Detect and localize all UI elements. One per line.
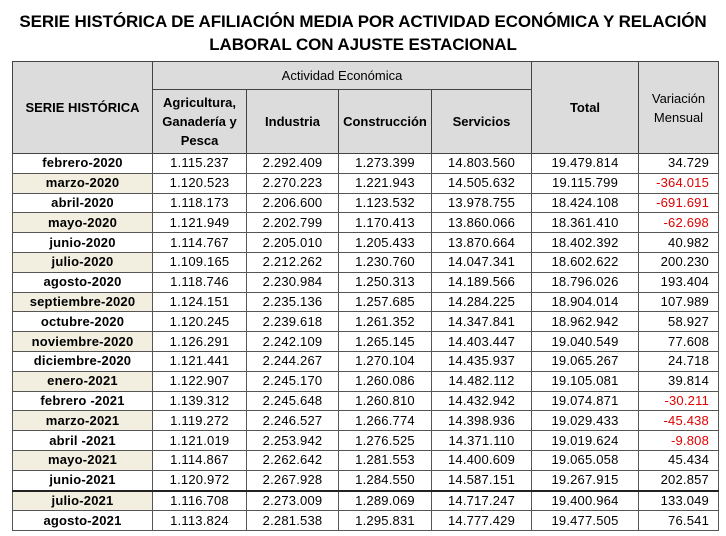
- title-line-1: SERIE HISTÓRICA DE AFILIACIÓN MEDIA POR ACTIVIDAD ECONÓMICA Y RELACIÓN: [19, 12, 707, 31]
- cell-variacion: -691.691: [639, 193, 719, 213]
- cell-servicios: 14.400.609: [432, 450, 532, 470]
- cell-construccion: 1.284.550: [339, 470, 432, 490]
- cell-total: 18.361.410: [532, 213, 639, 233]
- header-actividad: Actividad Económica: [153, 62, 532, 90]
- cell-total: 18.962.942: [532, 312, 639, 332]
- cell-variacion: -30.211: [639, 391, 719, 411]
- cell-variacion: 200.230: [639, 252, 719, 272]
- cell-agricultura: 1.116.708: [153, 491, 247, 511]
- row-period: febrero -2021: [13, 391, 153, 411]
- cell-industria: 2.244.267: [247, 351, 339, 371]
- cell-total: 19.105.081: [532, 371, 639, 391]
- cell-total: 18.602.622: [532, 252, 639, 272]
- cell-servicios: 14.505.632: [432, 173, 532, 193]
- row-period: junio-2021: [13, 470, 153, 490]
- cell-industria: 2.235.136: [247, 292, 339, 312]
- cell-construccion: 1.205.433: [339, 233, 432, 253]
- table-row: [13, 332, 719, 352]
- cell-agricultura: 1.109.165: [153, 252, 247, 272]
- row-period: abril -2021: [13, 431, 153, 451]
- cell-industria: 2.267.928: [247, 470, 339, 490]
- header-total: Total: [532, 62, 639, 154]
- table-body: [13, 154, 719, 531]
- row-period: noviembre-2020: [13, 332, 153, 352]
- table-row: [13, 431, 719, 451]
- table-row: [13, 371, 719, 391]
- cell-agricultura: 1.118.746: [153, 272, 247, 292]
- cell-servicios: 13.860.066: [432, 213, 532, 233]
- cell-agricultura: 1.120.972: [153, 470, 247, 490]
- cell-industria: 2.202.799: [247, 213, 339, 233]
- row-period: abril-2020: [13, 193, 153, 213]
- table-row: [13, 213, 719, 233]
- cell-industria: 2.212.262: [247, 252, 339, 272]
- cell-variacion: -9.808: [639, 431, 719, 451]
- cell-total: 18.796.026: [532, 272, 639, 292]
- header-construccion: Construcción: [339, 90, 432, 154]
- title-line-2: LABORAL CON AJUSTE ESTACIONAL: [209, 35, 517, 54]
- cell-industria: 2.273.009: [247, 491, 339, 511]
- cell-construccion: 1.260.086: [339, 371, 432, 391]
- cell-variacion: 107.989: [639, 292, 719, 312]
- cell-industria: 2.205.010: [247, 233, 339, 253]
- cell-agricultura: 1.139.312: [153, 391, 247, 411]
- cell-construccion: 1.260.810: [339, 391, 432, 411]
- cell-agricultura: 1.114.767: [153, 233, 247, 253]
- cell-variacion: 39.814: [639, 371, 719, 391]
- table-row: [13, 511, 719, 531]
- table-row: [13, 154, 719, 174]
- row-period: julio-2020: [13, 252, 153, 272]
- cell-industria: 2.245.170: [247, 371, 339, 391]
- cell-servicios: 14.371.110: [432, 431, 532, 451]
- cell-agricultura: 1.118.173: [153, 193, 247, 213]
- cell-construccion: 1.170.413: [339, 213, 432, 233]
- cell-construccion: 1.257.685: [339, 292, 432, 312]
- cell-total: 18.904.014: [532, 292, 639, 312]
- cell-agricultura: 1.126.291: [153, 332, 247, 352]
- row-period: julio-2021: [13, 491, 153, 511]
- cell-variacion: 77.608: [639, 332, 719, 352]
- header-agricultura: Agricultura, Ganadería y Pesca: [153, 90, 247, 154]
- cell-industria: 2.242.109: [247, 332, 339, 352]
- row-period: diciembre-2020: [13, 351, 153, 371]
- cell-variacion: 40.982: [639, 233, 719, 253]
- row-period: febrero-2020: [13, 154, 153, 174]
- cell-servicios: 14.435.937: [432, 351, 532, 371]
- table-row: [13, 470, 719, 490]
- cell-agricultura: 1.121.441: [153, 351, 247, 371]
- cell-industria: 2.246.527: [247, 411, 339, 431]
- cell-agricultura: 1.124.151: [153, 292, 247, 312]
- cell-construccion: 1.266.774: [339, 411, 432, 431]
- table-row: [13, 173, 719, 193]
- cell-agricultura: 1.119.272: [153, 411, 247, 431]
- row-period: agosto-2021: [13, 511, 153, 531]
- cell-construccion: 1.295.831: [339, 511, 432, 531]
- cell-servicios: 14.047.341: [432, 252, 532, 272]
- table-row: [13, 312, 719, 332]
- row-period: mayo-2020: [13, 213, 153, 233]
- cell-servicios: 14.803.560: [432, 154, 532, 174]
- table-row: [13, 292, 719, 312]
- cell-servicios: 13.870.664: [432, 233, 532, 253]
- cell-total: 18.402.392: [532, 233, 639, 253]
- table-row: [13, 491, 719, 511]
- cell-variacion: 202.857: [639, 470, 719, 490]
- table-row: [13, 391, 719, 411]
- cell-servicios: 14.347.841: [432, 312, 532, 332]
- cell-construccion: 1.230.760: [339, 252, 432, 272]
- cell-servicios: 14.432.942: [432, 391, 532, 411]
- cell-variacion: 24.718: [639, 351, 719, 371]
- cell-agricultura: 1.114.867: [153, 450, 247, 470]
- header-variacion: Variación Mensual: [639, 62, 719, 154]
- cell-total: 19.065.058: [532, 450, 639, 470]
- cell-variacion: 58.927: [639, 312, 719, 332]
- cell-industria: 2.245.648: [247, 391, 339, 411]
- cell-agricultura: 1.113.824: [153, 511, 247, 531]
- cell-total: 18.424.108: [532, 193, 639, 213]
- cell-construccion: 1.250.313: [339, 272, 432, 292]
- cell-industria: 2.270.223: [247, 173, 339, 193]
- cell-agricultura: 1.121.019: [153, 431, 247, 451]
- table-row: [13, 411, 719, 431]
- table-row: [13, 450, 719, 470]
- cell-variacion: 193.404: [639, 272, 719, 292]
- cell-total: 19.479.814: [532, 154, 639, 174]
- cell-total: 19.115.799: [532, 173, 639, 193]
- cell-servicios: 13.978.755: [432, 193, 532, 213]
- cell-agricultura: 1.115.237: [153, 154, 247, 174]
- cell-variacion: 45.434: [639, 450, 719, 470]
- cell-construccion: 1.123.532: [339, 193, 432, 213]
- cell-servicios: 14.189.566: [432, 272, 532, 292]
- cell-total: 19.477.505: [532, 511, 639, 531]
- cell-total: 19.040.549: [532, 332, 639, 352]
- row-period: marzo-2020: [13, 173, 153, 193]
- cell-total: 19.065.267: [532, 351, 639, 371]
- row-period: mayo-2021: [13, 450, 153, 470]
- cell-construccion: 1.270.104: [339, 351, 432, 371]
- cell-variacion: 76.541: [639, 511, 719, 531]
- table-row: [13, 233, 719, 253]
- cell-servicios: 14.717.247: [432, 491, 532, 511]
- cell-total: 19.019.624: [532, 431, 639, 451]
- cell-agricultura: 1.120.523: [153, 173, 247, 193]
- cell-total: 19.400.964: [532, 491, 639, 511]
- cell-industria: 2.281.538: [247, 511, 339, 531]
- cell-construccion: 1.281.553: [339, 450, 432, 470]
- table-row: [13, 193, 719, 213]
- table-row: [13, 252, 719, 272]
- cell-total: 19.029.433: [532, 411, 639, 431]
- affiliation-table: [12, 61, 719, 531]
- row-period: agosto-2020: [13, 272, 153, 292]
- row-period: enero-2021: [13, 371, 153, 391]
- cell-agricultura: 1.120.245: [153, 312, 247, 332]
- cell-industria: 2.239.618: [247, 312, 339, 332]
- cell-construccion: 1.273.399: [339, 154, 432, 174]
- header-industria: Industria: [247, 90, 339, 154]
- cell-construccion: 1.289.069: [339, 491, 432, 511]
- cell-variacion: -45.438: [639, 411, 719, 431]
- row-period: septiembre-2020: [13, 292, 153, 312]
- cell-servicios: 14.284.225: [432, 292, 532, 312]
- cell-variacion: -364.015: [639, 173, 719, 193]
- cell-servicios: 14.403.447: [432, 332, 532, 352]
- cell-servicios: 14.482.112: [432, 371, 532, 391]
- cell-construccion: 1.276.525: [339, 431, 432, 451]
- cell-industria: 2.230.984: [247, 272, 339, 292]
- cell-industria: 2.253.942: [247, 431, 339, 451]
- cell-industria: 2.262.642: [247, 450, 339, 470]
- cell-total: 19.267.915: [532, 470, 639, 490]
- cell-servicios: 14.777.429: [432, 511, 532, 531]
- header-servicios: Servicios: [432, 90, 532, 154]
- cell-servicios: 14.398.936: [432, 411, 532, 431]
- cell-variacion: 34.729: [639, 154, 719, 174]
- cell-agricultura: 1.122.907: [153, 371, 247, 391]
- cell-servicios: 14.587.151: [432, 470, 532, 490]
- row-period: octubre-2020: [13, 312, 153, 332]
- row-period: marzo-2021: [13, 411, 153, 431]
- report-title: [0, 10, 726, 56]
- cell-variacion: 133.049: [639, 491, 719, 511]
- cell-construccion: 1.265.145: [339, 332, 432, 352]
- header-serie: SERIE HISTÓRICA: [13, 62, 153, 154]
- cell-total: 19.074.871: [532, 391, 639, 411]
- cell-industria: 2.206.600: [247, 193, 339, 213]
- cell-industria: 2.292.409: [247, 154, 339, 174]
- cell-agricultura: 1.121.949: [153, 213, 247, 233]
- row-period: junio-2020: [13, 233, 153, 253]
- cell-variacion: -62.698: [639, 213, 719, 233]
- cell-construccion: 1.221.943: [339, 173, 432, 193]
- cell-construccion: 1.261.352: [339, 312, 432, 332]
- table-row: [13, 272, 719, 292]
- table-row: [13, 351, 719, 371]
